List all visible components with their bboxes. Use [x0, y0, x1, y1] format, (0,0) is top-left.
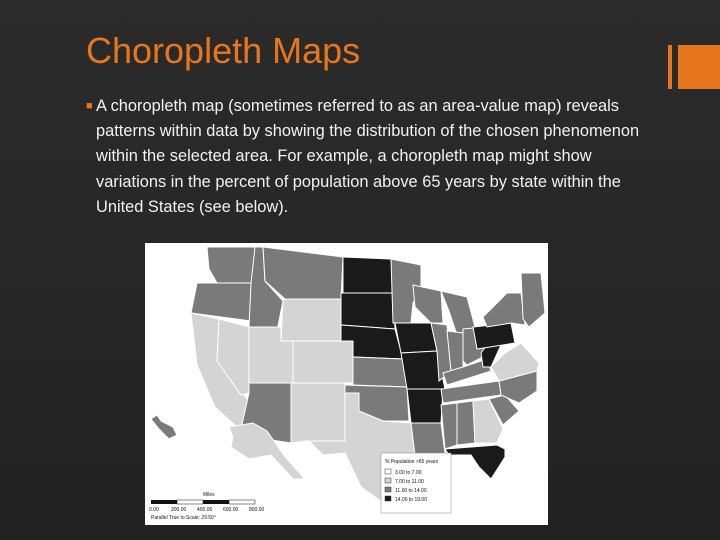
state-pennsylvania	[473, 323, 515, 349]
state-louisiana	[411, 423, 445, 457]
accent-bar-thick	[678, 45, 720, 89]
accent-bar-thin	[668, 45, 672, 89]
state-iowa	[395, 323, 437, 353]
scale-tick-0: 0.00	[149, 507, 159, 513]
state-new-mexico	[291, 383, 345, 443]
state-alabama	[457, 401, 475, 445]
choropleth-map-image	[145, 243, 548, 525]
scale-note: Parallel True to Scale: 29.50°	[151, 515, 216, 521]
state-wyoming	[281, 299, 341, 341]
state-florida	[445, 445, 505, 479]
scale-tick-3: 600.00	[223, 507, 239, 513]
us-map-svg	[145, 243, 548, 525]
legend-item-4: 14.00 to 19.00	[395, 497, 427, 503]
accent-bar	[668, 45, 720, 89]
scale-tick-2: 400.00	[197, 507, 213, 513]
state-new-england	[521, 273, 545, 327]
scale-bar	[149, 492, 265, 521]
slide-title: Choropleth Maps	[86, 30, 361, 71]
legend-item-1: 3.00 to 7.00	[395, 470, 422, 476]
bullet-paragraph	[86, 94, 646, 220]
state-montana	[263, 247, 343, 299]
square-bullet-icon: ■	[86, 100, 93, 112]
state-kansas	[353, 357, 407, 387]
legend-item-2: 7.00 to 11.00	[395, 479, 424, 485]
state-north-dakota	[343, 257, 393, 293]
state-washington	[207, 247, 255, 283]
scale-unit: Miles	[203, 492, 215, 498]
bullet-text: A choropleth map (sometimes referred to as an area-value map) reveals patterns within data by showing the distribution of the chosen phenomenon within the selected area. For example, a choropleth map might show variations in the percent of population above 65 years by state within the United States (see below).	[96, 97, 640, 216]
state-south-dakota	[341, 293, 395, 329]
scale-tick-4: 800.00	[249, 507, 265, 513]
state-hawaii	[151, 415, 177, 439]
state-new-york	[483, 293, 525, 327]
legend-item-3: 11.00 to 14.00	[395, 488, 427, 494]
state-colorado	[293, 341, 353, 383]
state-wisconsin	[413, 285, 443, 323]
map-legend	[381, 453, 451, 513]
legend-title: % Population >65 years	[385, 459, 438, 465]
scale-tick-1: 200.00	[171, 507, 187, 513]
state-arkansas	[407, 389, 443, 423]
